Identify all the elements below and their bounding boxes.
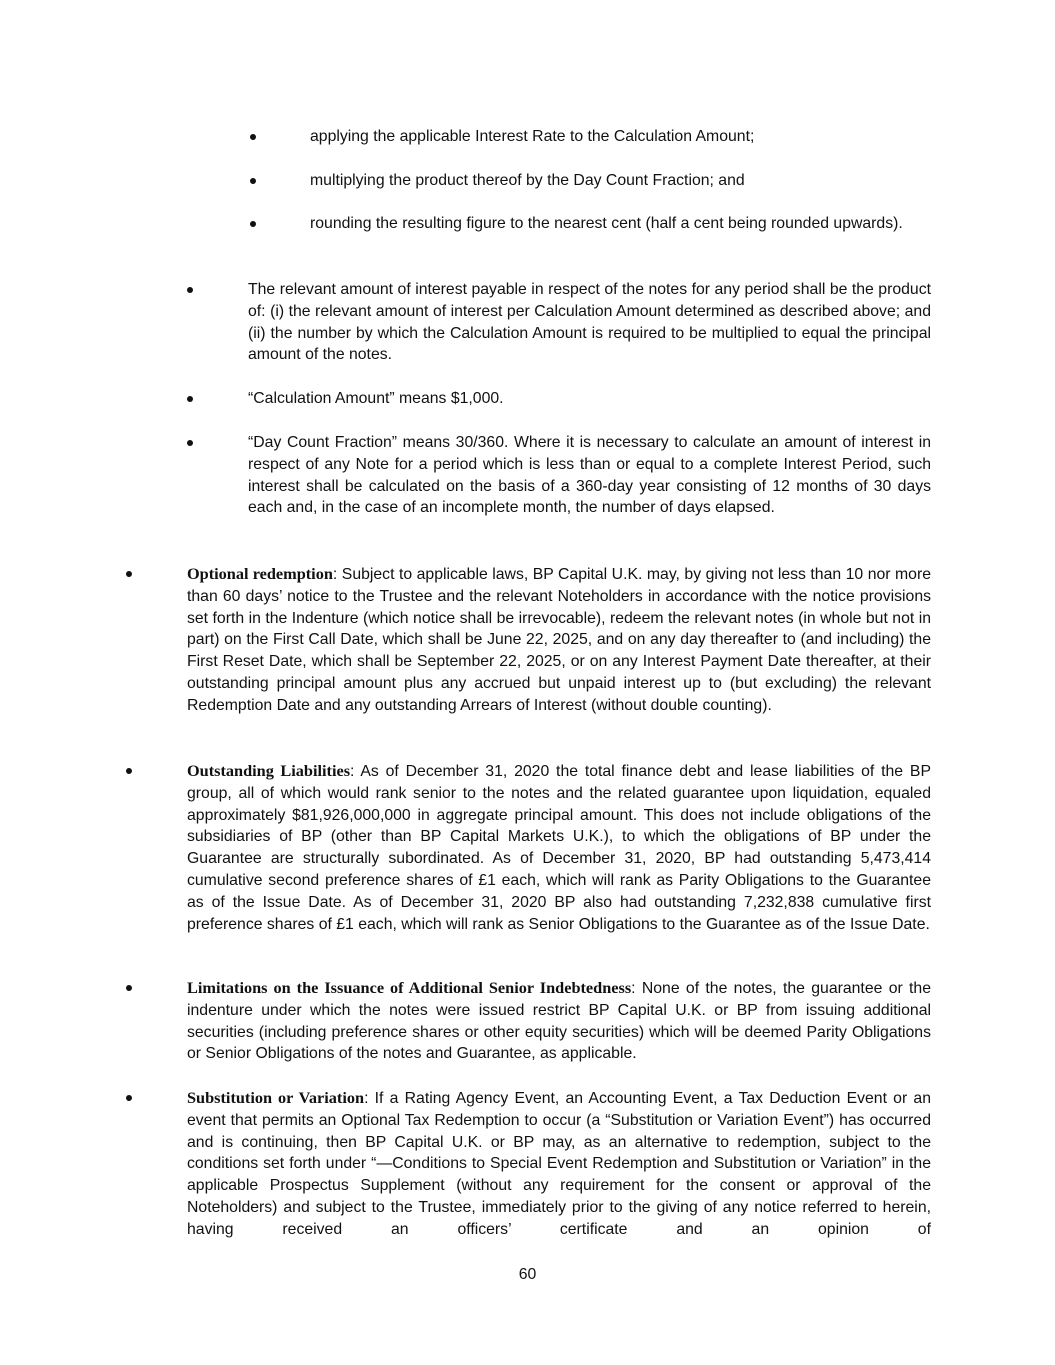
item-body: : If a Rating Agency Event, an Accounting Event, a Tax Deduction Event or an event that permits an Optional Tax Redemption to occur (a “Substitution or Variation Event”) has occurred and is continuing, then BP Capital U.K. or BP may, as an alternative to redemption, subject to the conditions set forth under “—Conditions to Special Event Redemption and Substitution or Variation” in the applicable Prospectus Supplement (without any requirement for the consent or approval of the Noteholders) and subject to the Trustee, immediately prior to the giving of any notice referred to herein, having received an officers’ certificate and an opinion of — [187, 1090, 932, 1238]
list-item-text: multiplying the product thereof by the Day Count Fraction; and — [310, 172, 745, 189]
list-item — [310, 126, 931, 148]
bullet-icon — [126, 768, 132, 774]
item-heading: Limitations on the Issuance of Additional Senior Indebtedness — [187, 978, 632, 997]
page-number: 60 — [518, 1266, 537, 1283]
list-item — [248, 432, 931, 519]
bullet-icon — [126, 571, 132, 577]
list-item — [187, 977, 931, 1065]
bullet-icon — [187, 440, 193, 446]
list-item — [187, 1087, 931, 1241]
bullet-icon — [187, 396, 193, 402]
list-item — [310, 170, 931, 192]
bullet-icon — [250, 178, 256, 184]
item-heading: Substitution or Variation — [187, 1088, 365, 1107]
list-item-text: rounding the resulting figure to the nearest cent (half a cent being rounded upwards). — [310, 215, 903, 232]
bullet-icon — [250, 134, 256, 140]
list-item — [187, 563, 931, 717]
list-item — [187, 760, 931, 935]
bullet-icon — [250, 221, 256, 227]
bullet-icon — [126, 1095, 132, 1101]
list-item-text: “Calculation Amount” means $1,000. — [248, 390, 504, 407]
list-item — [248, 388, 931, 410]
list-item-text: The relevant amount of interest payable in respect of the notes for any period shall be the product of: (i) the relevant amount of interest per Calculation Amount determined as described above; and (ii) the number by which the Calculation Amount is required to be multiplied to equal the principal amount of the notes. — [248, 281, 931, 364]
bullet-icon — [187, 287, 193, 293]
list-item — [248, 279, 931, 366]
list-item-text: “Day Count Fraction” means 30/360. Where it is necessary to calculate an amount of interest in respect of any Note for a period which is less than or equal to a complete Interest Period, such interest shall be calculated on the basis of a 360-day year consisting of 12 months of 30 days each and, in the case of an incomplete month, the number of days elapsed. — [248, 434, 931, 517]
item-heading: Outstanding Liabilities — [187, 761, 351, 780]
list-item — [310, 213, 931, 235]
list-item-text: applying the applicable Interest Rate to the Calculation Amount; — [310, 128, 755, 145]
item-heading: Optional redemption — [187, 564, 333, 583]
bullet-icon — [126, 985, 132, 991]
item-body: : As of December 31, 2020 the total finance debt and lease liabilities of the BP group, all of which would rank senior to the notes and the related guarantee upon liquidation, equaled approximately $81,926,000,000 in aggregate principal amount. This does not include obligations of the subsidiaries of BP (other than BP Capital Markets U.K.), to which the obligations of BP under the Guarantee are structurally subordinated. As of December 31, 2020, BP had outstanding 5,473,414 cumulative second preference shares of £1 each, which will rank as Parity Obligations to the Guarantee as of the Issue Date. As of December 31, 2020 BP also had outstanding 7,232,838 cumulative first preference shares of £1 each, which will rank as Senior Obligations to the Guarantee as of the Issue Date. — [187, 763, 931, 933]
item-body: : None of the notes, the guarantee or the indenture under which the notes were issued restrict BP Capital U.K. or BP from issuing additional securities (including preference shares or other equity securities) which will be deemed Parity Obligations or Senior Obligations of the notes and Guarantee, as applicable. — [187, 980, 931, 1063]
item-body: : Subject to applicable laws, BP Capital U.K. may, by giving not less than 10 nor more than 60 days’ notice to the Trustee and the relevant Noteholders in accordance with the notice provisions set forth in the Indenture (which notice shall be irrevocable), redeem the relevant notes (in whole but not in part) on the First Call Date, which shall be June 22, 2025, and on any day thereafter to (and including) the First Reset Date, which shall be September 22, 2025, or on any Interest Payment Date thereafter, at their outstanding principal amount plus any accrued but unpaid interest up to (but excluding) the relevant Redemption Date and any outstanding Arrears of Interest (without double counting). — [187, 566, 932, 714]
